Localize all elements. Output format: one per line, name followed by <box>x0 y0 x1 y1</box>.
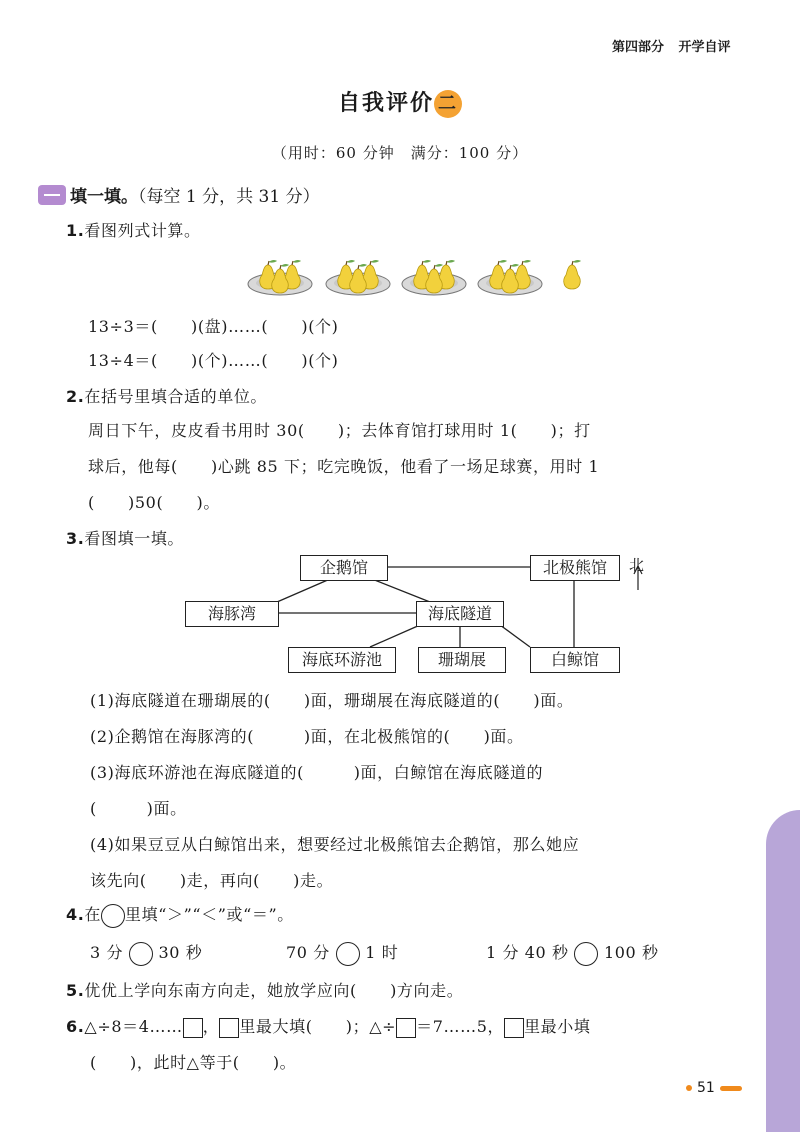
part-label: 第四部分 <box>612 40 665 55</box>
section-score-note: （每空 1 分，共 31 分） <box>138 187 320 207</box>
q2-line-2: 球后，他每( )心跳 85 下；吃完晚饭，他看了一场足球赛，用时 1 <box>88 457 600 476</box>
answer-square-icon <box>504 1018 524 1038</box>
question-text-pre: 在 <box>84 905 102 924</box>
q4-compare-a <box>90 940 202 966</box>
answer-circle-icon[interactable] <box>574 942 598 966</box>
map-coral-exhibit: 珊瑚展 <box>418 647 506 673</box>
answer-square-icon[interactable] <box>183 1018 203 1038</box>
map-dolphin-bay: 海豚湾 <box>185 601 279 627</box>
answer-circle-icon[interactable] <box>336 942 360 966</box>
q2-line-1: 周日下午，皮皮看书用时 30( )；去体育馆打球用时 1( )；打 <box>88 421 591 440</box>
q6-text-part: ， <box>202 1017 220 1036</box>
map-undersea-tunnel: 海底隧道 <box>416 601 504 627</box>
question-number: 2. <box>66 387 85 406</box>
q1-equation-2: 13÷4＝( )(个)……( )(个) <box>88 351 339 370</box>
question-4-prompt <box>66 902 294 928</box>
q3-sub-3-line-2: ( )面。 <box>90 799 187 818</box>
compare-left: 1 分 40 秒 <box>486 943 569 962</box>
q6-text-part: ＝7……5， <box>416 1017 505 1036</box>
q3-sub-2: (2)企鹅馆在海豚湾的( )面，在北极熊馆的( )面。 <box>90 727 524 746</box>
q2-line-3: ( )50( )。 <box>88 493 220 512</box>
q6-text-part: △÷8＝4…… <box>84 1017 183 1036</box>
question-text-post: 里填“＞”“＜”或“＝”。 <box>125 905 294 924</box>
question-6-line-2: ( )，此时△等于( )。 <box>90 1053 297 1072</box>
question-number: 6. <box>66 1017 85 1036</box>
dot-icon <box>686 1085 692 1091</box>
answer-square-icon <box>219 1018 239 1038</box>
question-number: 4. <box>66 905 85 924</box>
map-polar-bear-hall: 北极熊馆 <box>530 555 620 581</box>
q6-text-part: 里最小填 <box>524 1017 591 1036</box>
q3-sub-1: (1)海底隧道在珊瑚展的( )面，珊瑚展在海底隧道的( )面。 <box>90 691 574 710</box>
question-6-line-1 <box>66 1014 590 1038</box>
time-score-note: （用时：60 分钟 满分：100 分） <box>271 144 529 162</box>
map-north-label: 北 <box>629 556 645 574</box>
question-text: 优优上学向东南方向走，她放学应向( )方向走。 <box>84 981 464 1000</box>
answer-circle-icon[interactable] <box>129 942 153 966</box>
answer-square-icon[interactable] <box>396 1018 416 1038</box>
map-penguin-hall: 企鹅馆 <box>300 555 388 581</box>
question-text: 在括号里填合适的单位。 <box>84 387 268 406</box>
question-5 <box>66 978 463 1001</box>
section-label: 填一填。 <box>70 187 138 207</box>
q3-sub-3-line-1: (3)海底环游池在海底隧道的( )面，白鲸馆在海底隧道的 <box>90 763 544 782</box>
answer-circle-icon <box>101 904 125 928</box>
compare-left: 70 分 <box>286 943 330 962</box>
side-tab-decoration <box>766 810 800 1132</box>
map-beluga-hall: 白鲸馆 <box>530 647 620 673</box>
question-text: 看图列式计算。 <box>84 221 201 240</box>
q6-text-part: 里最大填( )；△÷ <box>239 1017 397 1036</box>
question-number: 3. <box>66 529 85 548</box>
q4-compare-b <box>286 940 398 966</box>
q1-equation-1: 13÷3＝( )(盘)……( )(个) <box>88 317 339 336</box>
title-number-badge: 二 <box>434 90 462 118</box>
compare-right: 1 时 <box>365 943 399 962</box>
page-number-text: 51 <box>697 1080 715 1096</box>
compare-right: 100 秒 <box>603 943 659 962</box>
title-text: 自我评价 <box>337 91 434 116</box>
map-undersea-pool: 海底环游池 <box>288 647 396 673</box>
page-number <box>686 1080 742 1096</box>
question-text: 看图填一填。 <box>84 529 185 548</box>
q4-compare-c <box>486 940 659 966</box>
q3-sub-4-line-1: (4)如果豆豆从白鲸馆出来，想要经过北极熊馆去企鹅馆，那么她应 <box>90 835 580 854</box>
section-label: 开学自评 <box>678 40 731 55</box>
compare-right: 30 秒 <box>158 943 203 962</box>
question-number: 5. <box>66 981 85 1000</box>
q3-sub-4-line-2: 该先向( )走，再向( )走。 <box>90 871 334 890</box>
compare-left: 3 分 <box>90 943 124 962</box>
bar-icon <box>720 1086 742 1091</box>
question-number: 1. <box>66 221 85 240</box>
